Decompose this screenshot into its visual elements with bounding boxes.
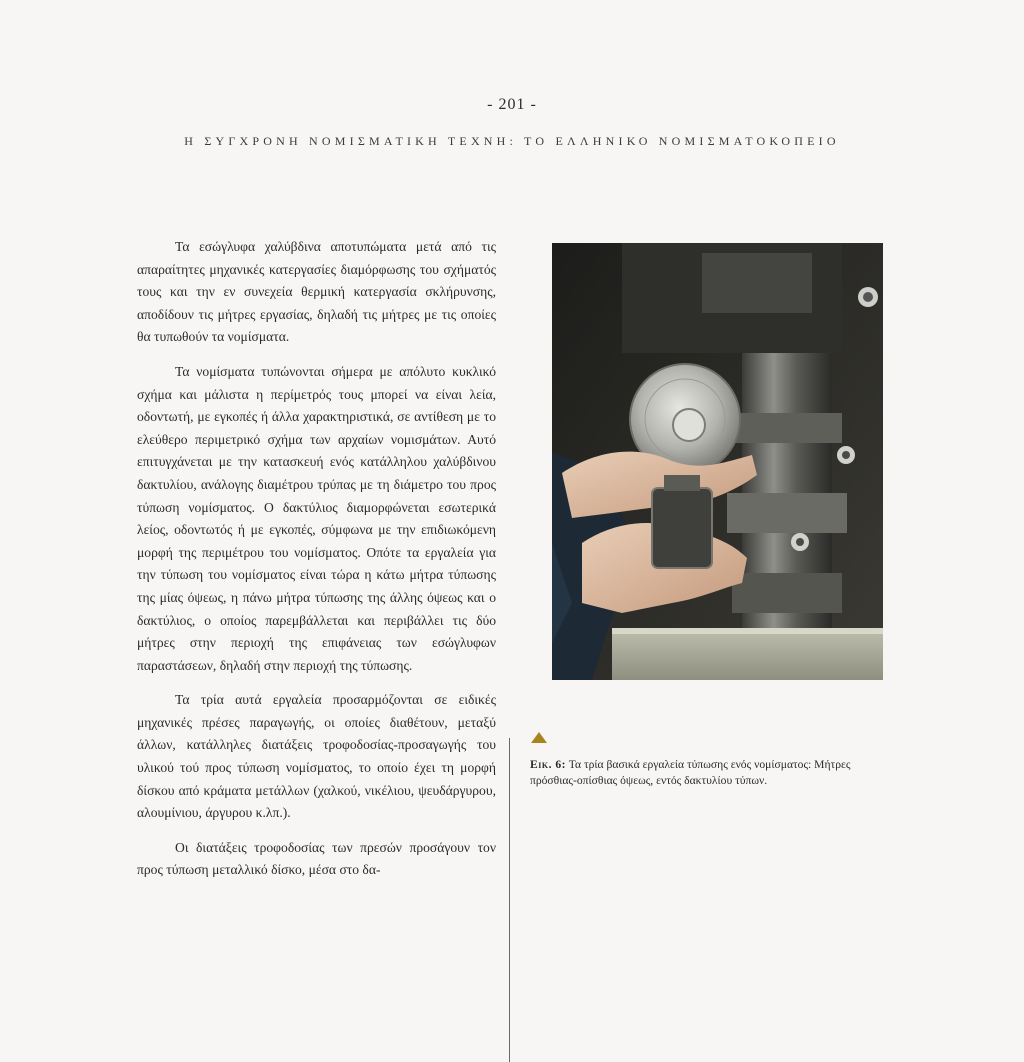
figure-caption [530, 757, 900, 789]
body-text-column [137, 236, 496, 894]
paragraph: Τα εσώγλυφα χαλύβδινα αποτυπώματα μετά από τις απαραίτητες μηχανικές κατεργασίες διαμόρφωσης του σχήματός τους και την εν συνεχεία θερμική κατεργασία σκλήρυνσης, αποδίδουν τις μήτρες εργασίας, δηλαδή τις μήτρες με τις οποίες θα τυπωθούν τα νομίσματα. [137, 239, 496, 345]
figure-caption-text: Τα τρία βασικά εργαλεία τύπωσης ενός νομίσματος: Μήτρες πρόσθιας-οπίσθιας όψεως, εντός δακτυλίου τύπων. [530, 758, 851, 787]
paragraph: Τα νομίσματα τυπώνονται σήμερα με απόλυτο κυκλικό σχήμα και μάλιστα η περίμετρός τους μπορεί να είναι λεία, οδοντωτή, με εγκοπές ή άλλα χαρακτηριστικά, σε αντίθεση με το ελεύθερο περιμετρικό σχήμα των αρχαίων νομισμάτων. Αυτό επιτυγχάνεται με την κατασκευή ενός κατάλληλου χαλύβδινου δακτυλίου, ανάλογης διαμέτρου τρύπας με τη διάμετρο του προς τύπωση νομίσματος. Ο δακτύλιος διαμορφώνεται εσωτερικά λείος, οδοντωτός ή με εγκοπές, σύμφωνα με την επιδιωκόμενη μορφή της περιμέτρου του νομίσματος. Οπότε τα εργαλεία για την τύπωση του νομίσματος είναι τώρα η κάτω μήτρα τύπωσης της μίας όψεως, η πάνω μήτρα τύπωσης της άλλης όψεως και ο δακτύλιος, ο οποίος παρεμβάλλεται και περιβάλλει τις δύο μήτρες στην περιοχή της επιφάνειας των εσώγλυφων παραστάσεων, δηλαδή στην περιοχή της τύπωσης. [137, 363, 496, 673]
page-number: - 201 - [487, 96, 537, 113]
column-rule [509, 738, 510, 1062]
paragraph: Οι διατάξεις τροφοδοσίας των πρεσών προσάγουν τον προς τύπωση μεταλλικό δίσκο, μέσα στο δα- [137, 839, 496, 878]
figure-photo [552, 243, 883, 680]
figure-label: Εικ. 6: [530, 758, 567, 771]
paragraph: Τα τρία αυτά εργαλεία προσαρμόζονται σε ειδικές μηχανικές πρέσες παραγωγής, οι οποίες διαθέτουν, μεταξύ άλλων, κατάλληλες διατάξεις τροφοδοσίας-προσαγωγής του υλικού τού προς τύπωση νομίσματος, το οποίο έχει τη μορφή δίσκου από κράματα μετάλλων (χαλκού, νικέλιου, ψευδάργυρου, αλουμίνιου, άργυρου κ.λπ.). [137, 692, 496, 821]
running-header: Η ΣΥΓΧΡΟΝΗ ΝΟΜΙΣΜΑΤΙΚΗ ΤΕΧΝΗ: ΤΟ ΕΛΛΗΝΙΚΟ ΝΟΜΙΣΜΑΤΟΚΟΠΕΙΟ [184, 134, 840, 148]
caption-marker-icon [531, 732, 547, 743]
